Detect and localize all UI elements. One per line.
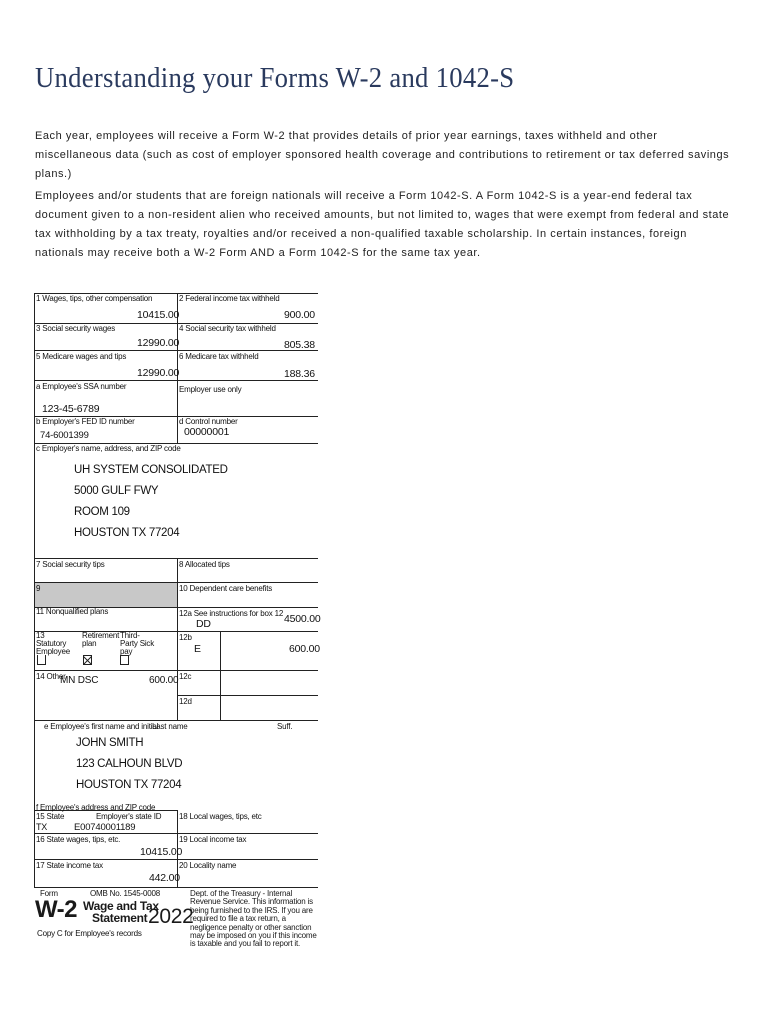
box19-label: 19 Local income tax [179, 835, 247, 844]
box13-third-party-label: Third-Party Sick pay [120, 631, 155, 656]
box13-label: 13 Statutory Employee [36, 631, 70, 656]
box12b-value: 600.00 [289, 643, 320, 655]
box10-label: 10 Dependent care benefits [179, 584, 273, 593]
box20-label: 20 Locality name [179, 861, 237, 870]
statutory-employee-checkbox [37, 655, 46, 665]
box13-retirement-label: Retirement plan [82, 631, 120, 648]
employer-use-label: Employer use only [179, 385, 242, 394]
box12a-label: 12a See instructions for box 12 [179, 609, 284, 618]
box5-label: 5 Medicare wages and tips [36, 352, 127, 361]
box12d-label: 12d [179, 697, 192, 706]
box12c-label: 12c [179, 672, 192, 681]
box18-label: 18 Local wages, tips, etc [179, 812, 262, 821]
box2-label: 2 Federal income tax withheld [179, 294, 280, 303]
form-title-line2: Statement [92, 911, 148, 925]
box5-value: 12990.00 [137, 367, 180, 379]
box-e-label: e Employee's first name and initial [44, 722, 159, 731]
box15-state-id: E00740001189 [74, 822, 136, 833]
box14-code: MN DSC [60, 675, 99, 686]
box15-state: TX [36, 822, 48, 832]
box17-value: 442.00 [149, 872, 180, 884]
box-a-label: a Employee's SSA number [36, 382, 127, 391]
box-b-label: b Employer's FED ID number [36, 417, 135, 426]
third-party-sick-pay-checkbox [120, 655, 129, 665]
box12a-value: 4500.00 [284, 613, 321, 625]
box3-label: 3 Social security wages [36, 324, 115, 333]
box6-label: 6 Medicare tax withheld [179, 352, 259, 361]
box9-label: 9 [36, 584, 41, 593]
box16-label: 16 State wages, tips, etc. [36, 835, 121, 844]
box8-label: 8 Allocated tips [179, 560, 230, 569]
w2-form [34, 293, 321, 949]
irs-notice: Dept. of the Treasury - Internal Revenue Service. This information is being furnished to the IRS. If you are required to file a tax return, a negligence penalty or other sanction may be imposed on you if this income is taxable and you fail to report it. [190, 889, 317, 949]
form-title-line1: Wage and Tax [83, 899, 159, 913]
box-e-suff-label: Suff. [277, 722, 293, 731]
omb-number: OMB No. 1545-0008 [90, 889, 160, 898]
box2-value: 900.00 [284, 309, 315, 321]
employer-address-line: HOUSTON TX 77204 [74, 527, 180, 539]
box15-label: 15 State [36, 812, 65, 821]
employer-address-line: ROOM 109 [74, 506, 130, 518]
box16-value: 10415.00 [140, 846, 183, 858]
box-b-value: 74-6001399 [40, 430, 89, 441]
box11-label: 11 Nonqualified plans [36, 607, 109, 616]
intro-paragraph-1042s: Employees and/or students that are foreign nationals will receive a Form 1042-S. A Form 1042-S is a year-end federal tax document given to a non-resident alien who received amounts, but not limited to, wages that were exempt from federal and state tax withholding by a tax treaty, royalties and/or received a non-qualified taxable scholarship. In certain instances, foreign nationals may receive both a W-2 Form AND a Form 1042-S for the same tax year. [35, 190, 730, 259]
box4-value: 805.38 [284, 339, 315, 351]
box1-label: 1 Wages, tips, other compensation [36, 294, 153, 303]
box15-state-id-label: Employer's state ID [96, 812, 162, 821]
form-label: Form [40, 889, 58, 898]
box-f-label: f Employee's address and ZIP code [36, 803, 156, 812]
box1-value: 10415.00 [137, 309, 180, 321]
form-name-w2: W-2 [35, 896, 78, 923]
box9-shaded [35, 583, 177, 607]
box12b-label: 12b [179, 633, 192, 642]
box17-label: 17 State income tax [36, 861, 103, 870]
retirement-plan-checked-x-icon [83, 655, 92, 665]
employee-address-line: 123 CALHOUN BLVD [76, 758, 183, 770]
employee-address-line: HOUSTON TX 77204 [76, 779, 182, 791]
page-title: Understanding your Forms W-2 and 1042-S [35, 62, 515, 94]
box-a-value: 123-45-6789 [42, 403, 100, 415]
employer-address [74, 460, 228, 544]
box12b-code: E [194, 643, 201, 655]
employer-address-line: 5000 GULF FWY [74, 485, 159, 497]
copy-c-label: Copy C for Employee's records [37, 929, 142, 938]
box14-value: 600.00 [149, 675, 179, 686]
box12a-code: DD [196, 618, 211, 630]
box6-value: 188.36 [284, 368, 315, 380]
box7-label: 7 Social security tips [36, 560, 105, 569]
box-e-last-name-label: Last name [152, 722, 188, 731]
intro-paragraph-w2: Each year, employees will receive a Form W-2 that provides details of prior year earnings, taxes withheld and other miscellaneous data (such as cost of employer sponsored health coverage and contributions to retirement or tax deferred savings plans.) [35, 130, 730, 180]
box-c-label: c Employer's name, address, and ZIP code [36, 444, 181, 453]
employer-address-line: UH SYSTEM CONSOLIDATED [74, 464, 228, 476]
box-d-label: d Control number [179, 417, 238, 426]
employee-address-line: JOHN SMITH [76, 737, 144, 749]
box3-value: 12990.00 [137, 337, 180, 349]
box4-label: 4 Social security tax withheld [179, 324, 276, 333]
employee-address [76, 733, 182, 796]
box14-label: 14 Other [36, 672, 66, 681]
tax-year: 2022 [148, 905, 194, 928]
box-d-value: 00000001 [184, 426, 230, 438]
